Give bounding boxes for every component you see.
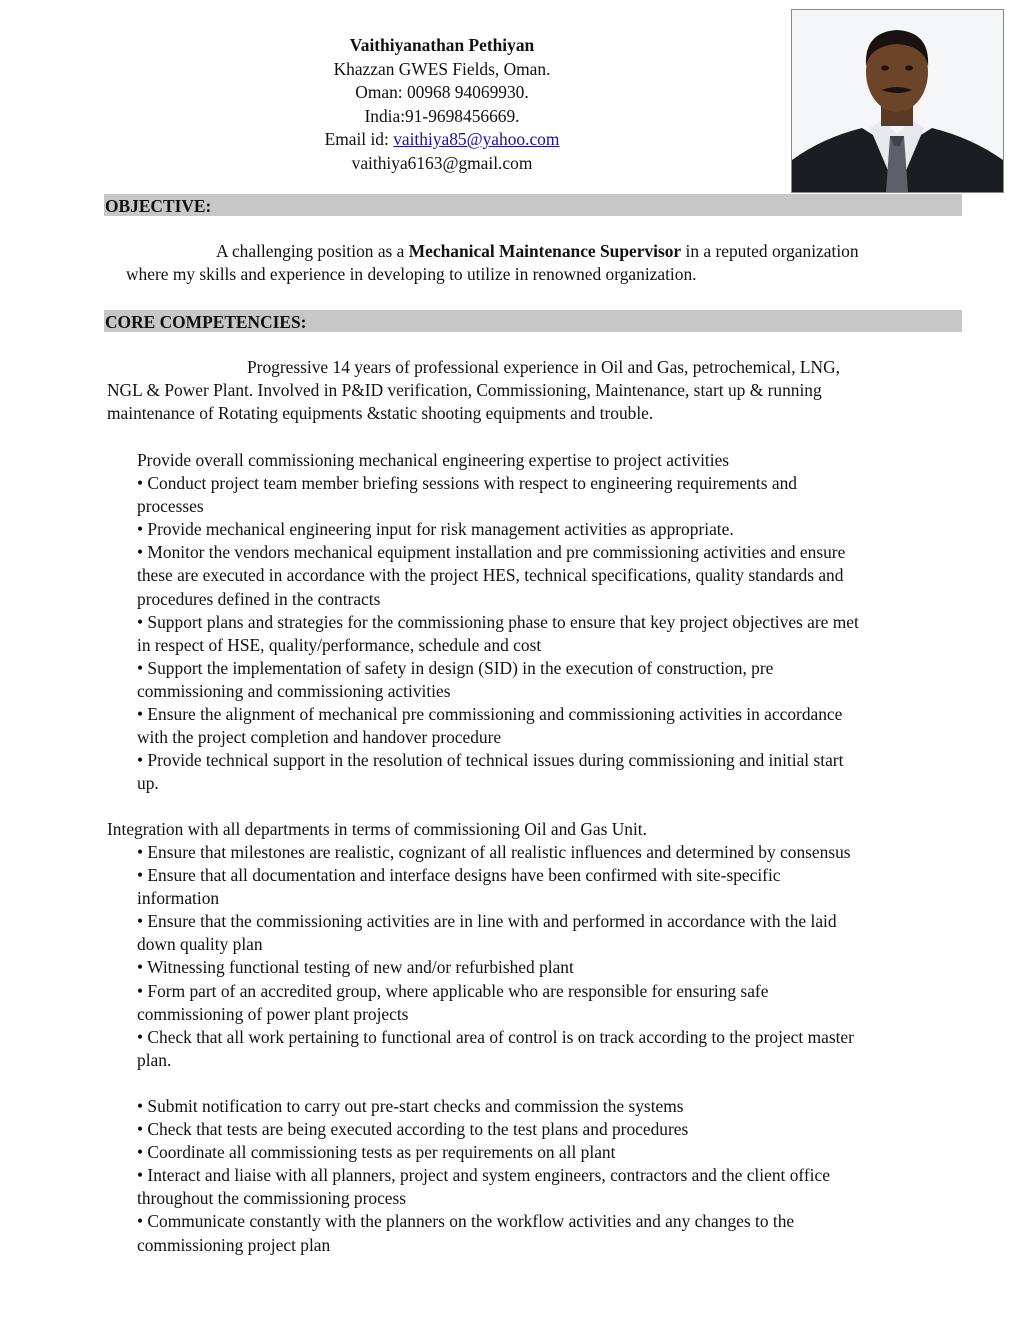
list-item: processes <box>137 496 204 517</box>
objective-text-before: A challenging position as a <box>216 241 409 261</box>
list-item: these are executed in accordance with the project HES, technical specifications, quality standards and <box>137 565 844 586</box>
list-item: • Monitor the vendors mechanical equipment installation and pre commissioning activities and ensure <box>137 542 846 563</box>
list-item: • Support plans and strategies for the commissioning phase to ensure that key project objectives are met <box>137 611 859 632</box>
list-item: down quality plan <box>137 934 263 955</box>
profile-photo <box>791 9 1004 193</box>
candidate-name: Vaithiyanathan Pethiyan <box>349 35 535 55</box>
list-item: • Interact and liaise with all planners, project and system engineers, contractors and the client office <box>137 1165 830 1186</box>
competency-list-1 <box>137 449 977 795</box>
objective-line-2: where my skills and experience in developing to utilize in renowned organization. <box>126 264 697 284</box>
india-phone: India:91-9698456669. <box>364 105 520 126</box>
competency-list-2 <box>137 841 977 1072</box>
list-item: • Ensure that the commissioning activities are in line with and performed in accordance with the laid <box>137 911 837 932</box>
list-item: • Coordinate all commissioning tests as per requirements on all plant <box>137 1142 616 1163</box>
list-item: • Witnessing functional testing of new and/or refurbished plant <box>137 957 574 978</box>
list-item: • Support the implementation of safety in design (SID) in the execution of construction, pre <box>137 657 774 678</box>
core-intro-line-3: maintenance of Rotating equipments &static shooting equipments and trouble. <box>107 403 654 423</box>
list-item: • Conduct project team member briefing sessions with respect to engineering requirements and <box>137 473 797 494</box>
list-item: Provide overall commissioning mechanical engineering expertise to project activities <box>137 450 730 470</box>
objective-heading: OBJECTIVE: <box>104 194 962 216</box>
list-item: • Provide technical support in the resolution of technical issues during commissioning and initial start <box>137 750 844 771</box>
list-item: • Ensure the alignment of mechanical pre commissioning and commissioning activities in accordance <box>137 704 843 725</box>
list-item: • Form part of an accredited group, where applicable who are responsible for ensuring safe <box>137 980 769 1001</box>
objective-line-1 <box>216 240 996 263</box>
email-line <box>292 128 592 152</box>
email-label: Email id: <box>324 129 394 149</box>
competency-list-3 <box>137 1095 977 1257</box>
core-intro-line-1: Progressive 14 years of professional experience in Oil and Gas, petrochemical, LNG, <box>247 357 841 377</box>
list-item: • Communicate constantly with the planners on the workflow activities and any changes to the <box>137 1211 795 1232</box>
integration-heading: Integration with all departments in terms of commissioning Oil and Gas Unit. <box>107 819 647 839</box>
objective-text-after: in a reputed organization <box>681 241 859 261</box>
list-item: procedures defined in the contracts <box>137 588 381 609</box>
list-item: • Check that all work pertaining to functional area of control is on track according to the project master <box>137 1026 854 1047</box>
contact-header <box>292 34 592 175</box>
list-item: information <box>137 888 220 909</box>
list-item: • Ensure that all documentation and interface designs have been confirmed with site-specific <box>137 865 781 886</box>
list-item: with the project completion and handover procedure <box>137 727 502 748</box>
email-secondary: vaithiya6163@gmail.com <box>351 152 533 173</box>
core-competencies-heading: CORE COMPETENCIES: <box>104 310 962 332</box>
list-item: • Submit notification to carry out pre-start checks and commission the systems <box>137 1096 684 1116</box>
list-item: plan. <box>137 1049 172 1070</box>
list-item: • Provide mechanical engineering input for risk management activities as appropriate. <box>137 519 734 540</box>
list-item: throughout the commissioning process <box>137 1188 407 1209</box>
list-item: commissioning of power plant projects <box>137 1003 409 1024</box>
list-item: commissioning project plan <box>137 1234 331 1255</box>
list-item: • Ensure that milestones are realistic, cognizant of all realistic influences and determined by consensus <box>137 842 851 862</box>
profile-photo-graphic <box>792 10 1003 192</box>
core-intro-line-2: NGL & Power Plant. Involved in P&ID verification, Commissioning, Maintenance, start up & running <box>107 380 822 400</box>
list-item: in respect of HSE, quality/performance, schedule and cost <box>137 634 542 655</box>
oman-phone: Oman: 00968 94069930. <box>355 82 529 102</box>
location: Khazzan GWES Fields, Oman. <box>333 58 551 79</box>
list-item: up. <box>137 773 159 794</box>
objective-role: Mechanical Maintenance Supervisor <box>408 241 682 261</box>
email-primary-link[interactable]: vaithiya85@yahoo.com <box>393 129 560 149</box>
list-item: • Check that tests are being executed according to the test plans and procedures <box>137 1119 689 1140</box>
list-item: commissioning and commissioning activities <box>137 680 451 701</box>
